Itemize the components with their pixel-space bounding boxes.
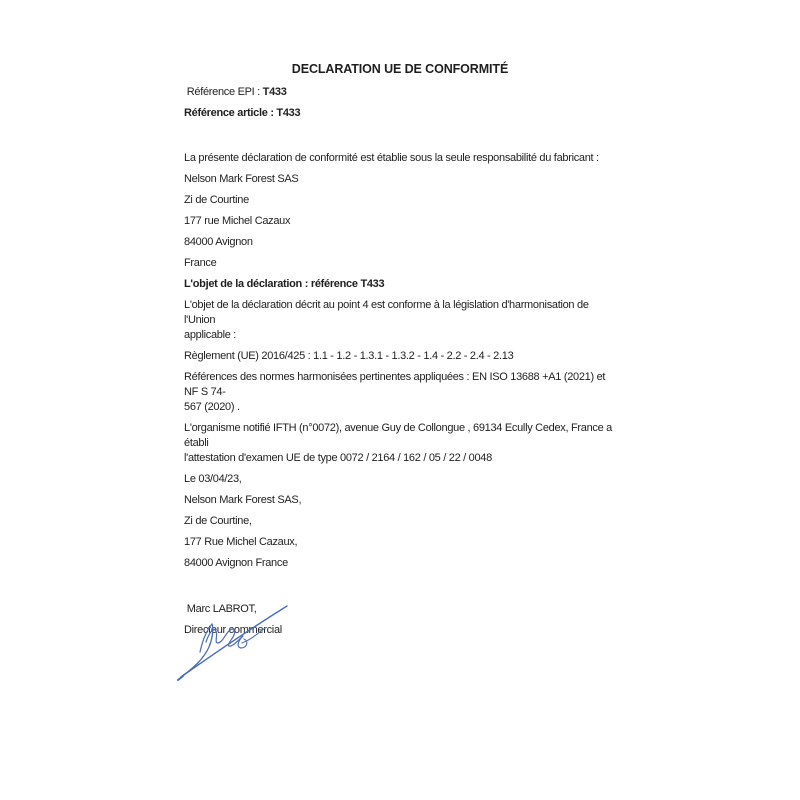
document-title: DECLARATION UE DE CONFORMITÉ bbox=[291, 62, 509, 76]
manufacturer-name: Nelson Mark Forest SAS bbox=[184, 173, 299, 185]
manufacturer-intro: La présente déclaration de conformité est établie sous la seule responsabilité du fabricant : bbox=[184, 152, 599, 164]
signatory-address-2: 177 Rue Michel Cazaux, bbox=[184, 536, 298, 548]
reference-epi-line bbox=[184, 85, 616, 100]
standards-line-1: Références des normes harmonisées pertinentes appliquées : EN ISO 13688 +A1 (2021) et NF S 74- bbox=[184, 371, 608, 398]
standards-line-2: 567 (2020) . bbox=[184, 401, 240, 413]
conformity-statement-line-1: L'objet de la déclaration décrit au point 4 est conforme à la législation d'harmonisation de l'Union bbox=[184, 299, 592, 326]
manufacturer-address-3: 84000 Avignon bbox=[184, 236, 253, 248]
blank-paragraph bbox=[184, 127, 616, 151]
signature-ink bbox=[178, 606, 287, 680]
signatory-name: Marc LABROT, bbox=[184, 603, 257, 615]
conformity-statement-line-2: applicable : bbox=[184, 329, 237, 341]
reference-article-line: Référence article : T433 bbox=[184, 107, 301, 119]
manufacturer-address-4: France bbox=[184, 257, 217, 269]
notified-body-line-2: l'attestation d'examen UE de type 0072 / 2164 / 162 / 05 / 22 / 0048 bbox=[184, 452, 492, 464]
manufacturer-address-2: 177 rue Michel Cazaux bbox=[184, 215, 291, 227]
date-line: Le 03/04/23, bbox=[184, 473, 242, 485]
document-body bbox=[184, 62, 616, 644]
signatory-title: Directeur commercial bbox=[184, 624, 282, 636]
reference-epi-value: T433 bbox=[262, 86, 287, 98]
signatory-address-1: Zi de Courtine, bbox=[184, 515, 252, 527]
object-heading: L'objet de la déclaration : référence T433 bbox=[184, 278, 385, 290]
regulation-line: Règlement (UE) 2016/425 : 1.1 - 1.2 - 1.3.1 - 1.3.2 - 1.4 - 2.2 - 2.4 - 2.13 bbox=[184, 350, 514, 362]
manufacturer-address-1: Zi de Courtine bbox=[184, 194, 249, 206]
signatory-company: Nelson Mark Forest SAS, bbox=[184, 494, 302, 506]
handwritten-signature-icon bbox=[175, 598, 300, 693]
reference-epi-label: Référence EPI : bbox=[184, 86, 263, 98]
signatory-address-3: 84000 Avignon France bbox=[184, 557, 288, 569]
notified-body-line-1: L'organisme notifié IFTH (n°0072), avenue Guy de Collongue , 69134 Ecully Cedex, France a établi bbox=[184, 422, 615, 449]
